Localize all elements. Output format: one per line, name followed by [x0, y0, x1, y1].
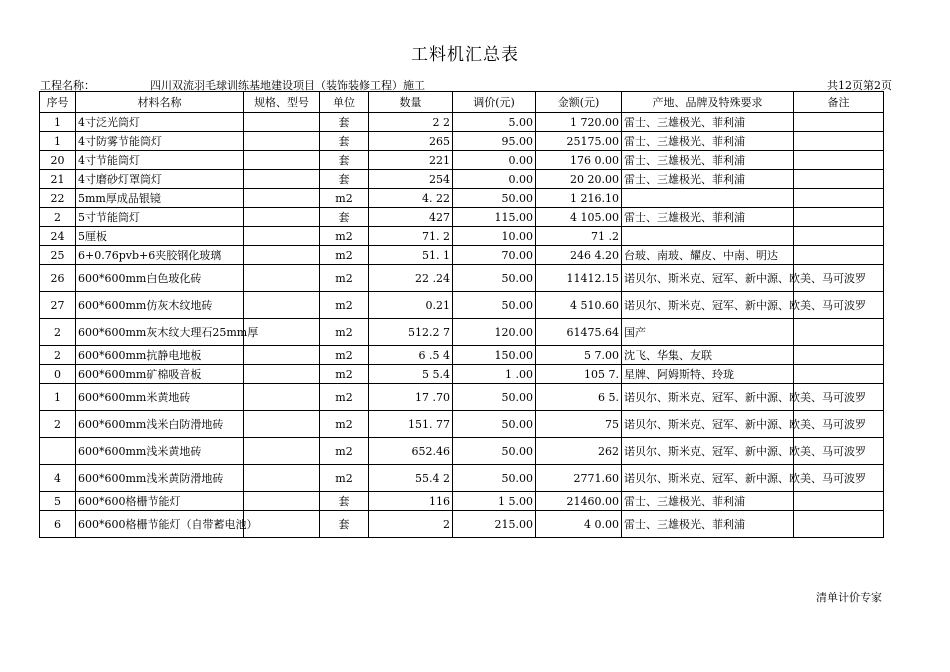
cell-seq: 1: [40, 113, 76, 132]
cell-qty: 51. 1: [369, 246, 453, 265]
cell-amount: 1 216.10: [536, 189, 622, 208]
cell-name: 600*600mm抗静电地板: [76, 346, 244, 365]
table-row: [40, 151, 884, 170]
cell-qty: 151. 77: [369, 411, 453, 438]
table-row: [40, 227, 884, 246]
cell-unit: m2: [320, 346, 369, 365]
cell-name: 4寸磨砂灯罩筒灯: [76, 170, 244, 189]
cell-qty: 512.2 7: [369, 319, 453, 346]
table-row: [40, 465, 884, 492]
cell-amount: 105 7.: [536, 365, 622, 384]
cell-qty: 0.21: [369, 292, 453, 319]
header-qty: 数量: [369, 92, 453, 113]
cell-seq: 5: [40, 492, 76, 511]
cell-qty: 5 5.4: [369, 365, 453, 384]
cell-note: [794, 365, 884, 384]
header-price: 调价(元): [453, 92, 536, 113]
cell-price: 50.00: [453, 292, 536, 319]
cell-qty: 55.4 2: [369, 465, 453, 492]
cell-seq: 2: [40, 346, 76, 365]
cell-amount: 61475.64: [536, 319, 622, 346]
cell-unit: 套: [320, 132, 369, 151]
table-row: [40, 113, 884, 132]
cell-origin: 雷士、三雄极光、菲利浦: [622, 113, 794, 132]
cell-note: [794, 346, 884, 365]
cell-price: 50.00: [453, 384, 536, 411]
cell-unit: m2: [320, 319, 369, 346]
cell-unit: 套: [320, 208, 369, 227]
cell-spec: [244, 132, 320, 151]
cell-note: [794, 246, 884, 265]
cell-qty: 116: [369, 492, 453, 511]
cell-price: 10.00: [453, 227, 536, 246]
cell-unit: m2: [320, 227, 369, 246]
cell-amount: 4 510.60: [536, 292, 622, 319]
cell-unit: 套: [320, 492, 369, 511]
cell-price: 5.00: [453, 113, 536, 132]
table-row: [40, 511, 884, 538]
cell-unit: m2: [320, 438, 369, 465]
cell-seq: 26: [40, 265, 76, 292]
cell-amount: 1 720.00: [536, 113, 622, 132]
cell-qty: 254: [369, 170, 453, 189]
table-row: [40, 132, 884, 151]
cell-origin: 诺贝尔、斯米克、冠军、新中源、欧美、马可波罗: [622, 384, 794, 411]
cell-seq: [40, 438, 76, 465]
cell-origin: 雷士、三雄极光、菲利浦: [622, 132, 794, 151]
cell-origin: 雷士、三雄极光、菲利浦: [622, 511, 794, 538]
cell-name: 600*600mm矿棉吸音板: [76, 365, 244, 384]
cell-amount: 246 4.20: [536, 246, 622, 265]
header-note: 备注: [794, 92, 884, 113]
cell-origin: [622, 189, 794, 208]
cell-price: 150.00: [453, 346, 536, 365]
header-spec: 规格、型号: [244, 92, 320, 113]
cell-note: [794, 492, 884, 511]
materials-table: [39, 91, 884, 538]
cell-price: 115.00: [453, 208, 536, 227]
header-name: 材料名称: [76, 92, 244, 113]
cell-seq: 1: [40, 132, 76, 151]
cell-amount: 262: [536, 438, 622, 465]
cell-spec: [244, 151, 320, 170]
cell-seq: 21: [40, 170, 76, 189]
table-row: [40, 365, 884, 384]
cell-seq: 27: [40, 292, 76, 319]
cell-name: 600*600mm浅米黄地砖: [76, 438, 244, 465]
cell-name: 600*600mm浅米白防滑地砖: [76, 411, 244, 438]
cell-seq: 25: [40, 246, 76, 265]
cell-qty: 265: [369, 132, 453, 151]
cell-origin: 诺贝尔、斯米克、冠军、新中源、欧美、马可波罗: [622, 465, 794, 492]
cell-seq: 2: [40, 319, 76, 346]
table-row: [40, 492, 884, 511]
cell-qty: 2: [369, 511, 453, 538]
cell-spec: [244, 365, 320, 384]
cell-seq: 20: [40, 151, 76, 170]
cell-amount: 4 0.00: [536, 511, 622, 538]
table-row: [40, 384, 884, 411]
cell-price: 50.00: [453, 265, 536, 292]
cell-name: 5寸节能筒灯: [76, 208, 244, 227]
cell-amount: 25175.00: [536, 132, 622, 151]
cell-unit: m2: [320, 411, 369, 438]
cell-origin: 诺贝尔、斯米克、冠军、新中源、欧美、马可波罗: [622, 438, 794, 465]
cell-spec: [244, 438, 320, 465]
cell-qty: 71. 2: [369, 227, 453, 246]
cell-note: [794, 319, 884, 346]
cell-name: 5厘板: [76, 227, 244, 246]
cell-origin: 台玻、南玻、耀皮、中南、明达: [622, 246, 794, 265]
cell-seq: 1: [40, 384, 76, 411]
cell-amount: 5 7.00: [536, 346, 622, 365]
cell-unit: m2: [320, 384, 369, 411]
header-seq: 序号: [40, 92, 76, 113]
cell-origin: 雷士、三雄极光、菲利浦: [622, 170, 794, 189]
cell-seq: 0: [40, 365, 76, 384]
cell-amount: 2771.60: [536, 465, 622, 492]
table-row: [40, 438, 884, 465]
cell-unit: m2: [320, 465, 369, 492]
cell-amount: 4 105.00: [536, 208, 622, 227]
cell-spec: [244, 113, 320, 132]
cell-origin: 诺贝尔、斯米克、冠军、新中源、欧美、马可波罗: [622, 292, 794, 319]
cell-name: 4寸泛光筒灯: [76, 113, 244, 132]
cell-note: [794, 170, 884, 189]
cell-price: 95.00: [453, 132, 536, 151]
project-name: 四川双流羽毛球训练基地建设项目（装饰装修工程）施工: [150, 79, 425, 92]
cell-note: [794, 208, 884, 227]
cell-qty: 427: [369, 208, 453, 227]
cell-qty: 652.46: [369, 438, 453, 465]
cell-spec: [244, 465, 320, 492]
cell-price: 215.00: [453, 511, 536, 538]
cell-qty: 4. 22: [369, 189, 453, 208]
cell-price: 1 5.00: [453, 492, 536, 511]
cell-name: 600*600mm米黄地砖: [76, 384, 244, 411]
cell-name: 600*600格栅节能灯（自带蓄电池）: [76, 511, 244, 538]
cell-unit: 套: [320, 511, 369, 538]
cell-name: 5mm厚成品银镜: [76, 189, 244, 208]
cell-seq: 6: [40, 511, 76, 538]
cell-spec: [244, 170, 320, 189]
cell-spec: [244, 292, 320, 319]
cell-origin: 雷士、三雄极光、菲利浦: [622, 151, 794, 170]
cell-origin: 诺贝尔、斯米克、冠军、新中源、欧美、马可波罗: [622, 411, 794, 438]
cell-name: 600*600mm灰木纹大理石25mm厚: [76, 319, 244, 346]
header-unit: 单位: [320, 92, 369, 113]
cell-spec: [244, 208, 320, 227]
cell-qty: 6 .5 4: [369, 346, 453, 365]
cell-origin: 诺贝尔、斯米克、冠军、新中源、欧美、马可波罗: [622, 265, 794, 292]
cell-price: 50.00: [453, 465, 536, 492]
project-label: 工程名称：: [40, 79, 95, 92]
cell-price: 0.00: [453, 170, 536, 189]
cell-seq: 2: [40, 411, 76, 438]
cell-unit: m2: [320, 265, 369, 292]
cell-origin: 雷士、三雄极光、菲利浦: [622, 492, 794, 511]
cell-seq: 4: [40, 465, 76, 492]
table-body: [40, 113, 884, 538]
cell-note: [794, 227, 884, 246]
table-header-row: [40, 92, 884, 113]
cell-name: 4寸节能筒灯: [76, 151, 244, 170]
cell-origin: 国产: [622, 319, 794, 346]
cell-spec: [244, 265, 320, 292]
cell-amount: 71 .2: [536, 227, 622, 246]
table-row: [40, 319, 884, 346]
cell-origin: 沈飞、华集、友联: [622, 346, 794, 365]
footer-brand: 清单计价专家: [816, 591, 882, 604]
header-amount: 金额(元): [536, 92, 622, 113]
cell-unit: m2: [320, 246, 369, 265]
cell-amount: 75: [536, 411, 622, 438]
cell-name: 4寸防雾节能筒灯: [76, 132, 244, 151]
cell-price: 70.00: [453, 246, 536, 265]
cell-spec: [244, 189, 320, 208]
cell-price: 50.00: [453, 438, 536, 465]
cell-spec: [244, 227, 320, 246]
cell-unit: 套: [320, 170, 369, 189]
cell-unit: m2: [320, 365, 369, 384]
cell-name: 600*600格栅节能灯: [76, 492, 244, 511]
table-row: [40, 265, 884, 292]
cell-note: [794, 511, 884, 538]
cell-spec: [244, 246, 320, 265]
cell-qty: 22 .24: [369, 265, 453, 292]
cell-origin: 星牌、阿姆斯特、玲珑: [622, 365, 794, 384]
cell-seq: 24: [40, 227, 76, 246]
cell-name: 600*600mm仿灰木纹地砖: [76, 292, 244, 319]
page-info: 共12页第2页: [827, 79, 892, 92]
cell-qty: 221: [369, 151, 453, 170]
cell-note: [794, 189, 884, 208]
cell-price: 120.00: [453, 319, 536, 346]
cell-spec: [244, 384, 320, 411]
report-title: 工料机汇总表: [411, 45, 519, 65]
table-row: [40, 292, 884, 319]
cell-unit: 套: [320, 151, 369, 170]
cell-origin: 雷士、三雄极光、菲利浦: [622, 208, 794, 227]
cell-spec: [244, 346, 320, 365]
cell-price: 50.00: [453, 411, 536, 438]
cell-amount: 6 5.: [536, 384, 622, 411]
cell-qty: 2 2: [369, 113, 453, 132]
cell-name: 600*600mm白色玻化砖: [76, 265, 244, 292]
cell-amount: 11412.15: [536, 265, 622, 292]
table-row: [40, 411, 884, 438]
cell-price: 0.00: [453, 151, 536, 170]
cell-amount: 20 20.00: [536, 170, 622, 189]
cell-spec: [244, 492, 320, 511]
cell-unit: m2: [320, 189, 369, 208]
cell-name: 6+0.76pvb+6夹胶钢化玻璃: [76, 246, 244, 265]
cell-note: [794, 151, 884, 170]
cell-price: 1 .00: [453, 365, 536, 384]
table-row: [40, 246, 884, 265]
table-row: [40, 170, 884, 189]
table-row: [40, 189, 884, 208]
cell-qty: 17 .70: [369, 384, 453, 411]
cell-unit: m2: [320, 292, 369, 319]
cell-seq: 22: [40, 189, 76, 208]
cell-amount: 21460.00: [536, 492, 622, 511]
cell-unit: 套: [320, 113, 369, 132]
cell-name: 600*600mm浅米黄防滑地砖: [76, 465, 244, 492]
cell-amount: 176 0.00: [536, 151, 622, 170]
header-origin: 产地、品牌及特殊要求: [622, 92, 794, 113]
cell-origin: [622, 227, 794, 246]
cell-spec: [244, 411, 320, 438]
cell-price: 50.00: [453, 189, 536, 208]
table-row: [40, 208, 884, 227]
table-row: [40, 346, 884, 365]
cell-note: [794, 132, 884, 151]
cell-seq: 2: [40, 208, 76, 227]
cell-note: [794, 113, 884, 132]
